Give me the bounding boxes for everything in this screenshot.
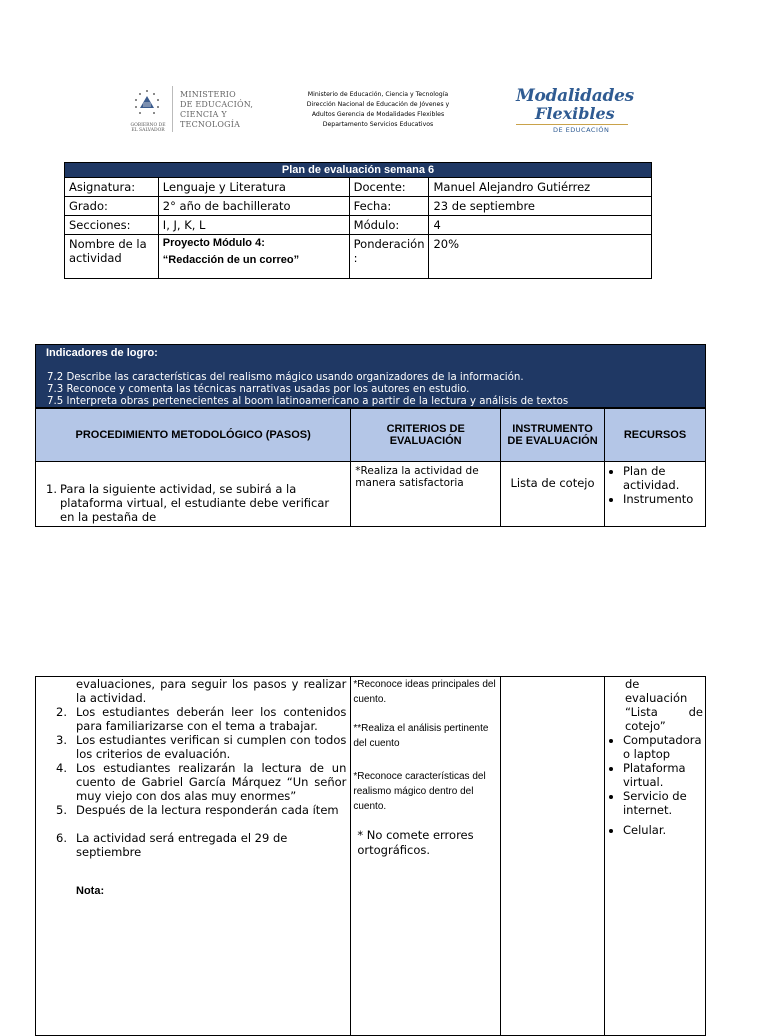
table-row: [65, 178, 652, 197]
indicator-item: 7.5 Interpreta obras pertenecientes al boom latinoamericano a partir de la lectura y análisis de textos: [47, 396, 569, 407]
col-header-criterios: CRITERIOS DE EVALUACIÓN: [351, 409, 501, 462]
seal-caption: GOBIERNO DE EL SALVADOR: [130, 123, 166, 133]
step-1: 1. Para la siguiente actividad, se subirá a la plataforma virtual, el estudiante debe verificar en la pestaña de: [36, 462, 351, 527]
value-actividad: Proyecto Módulo 4: “Redacción de un correo”: [158, 235, 349, 279]
plan-table: [64, 162, 652, 279]
instrumento-value: Lista de cotejo: [501, 462, 605, 527]
flexibles-logo: Flexibles: [535, 104, 615, 123]
value-asignatura: Lenguaje y Literatura: [158, 178, 349, 197]
procedure-table: [35, 408, 706, 527]
col-header-procedimiento: PROCEDIMIENTO METODOLÓGICO (PASOS): [36, 409, 351, 462]
logo-rule: [516, 124, 628, 125]
col-header-recursos: RECURSOS: [605, 409, 706, 462]
label-grado: Grado:: [65, 197, 159, 216]
label-fecha: Fecha:: [349, 197, 429, 216]
label-ponderacion: Ponderación :: [349, 235, 429, 279]
value-fecha: 23 de septiembre: [429, 197, 652, 216]
instrumento-empty: [501, 677, 605, 1036]
procedure-table-continued: [35, 676, 706, 1036]
label-actividad: Nombre de la actividad: [65, 235, 159, 279]
institution-heading: Ministerio de Educación, Ciencia y Tecnología Dirección Nacional de Educación de Jóvenes y Adultos Gerencia de Modalidades Flexibles Departamento Servicios Educativos: [306, 91, 450, 128]
brand-subtitle: DE EDUCACIÓN: [553, 126, 610, 134]
table-row: [65, 216, 652, 235]
indicator-item: 7.3 Reconoce y comenta las técnicas narrativas usadas por los autores en estudio.: [47, 384, 470, 395]
label-asignatura: Asignatura:: [65, 178, 159, 197]
value-secciones: I, J, K, L: [158, 216, 349, 235]
criterio-1: *Realiza la actividad de manera satisfactoria: [351, 462, 501, 527]
table-row: [36, 462, 706, 527]
label-docente: Docente:: [349, 178, 429, 197]
recursos-list: • Plan de actividad. • Instrumento: [605, 462, 706, 527]
logo-divider: [172, 86, 173, 132]
value-grado: 2° año de bachillerato: [158, 197, 349, 216]
el-salvador-seal-icon: [132, 88, 162, 122]
steps-list: evaluaciones, para seguir los pasos y realizar la actividad. 2. Los estudiantes deberán leer los contenidos para familiarizarse con el tema a trabajar. 3. Los estudiantes verifican si cumplen con todos los criterios de evaluación. 4. Los estudiantes realizarán la lectura de un cuento de Gabriel García Márquez “Un señor muy viejo con dos alas muy enormes” 5. Después de la lectura responderán cada ítem 6. La actividad será entregada el 29 de septiembre Nota:: [36, 677, 351, 1036]
plan-title: Plan de evaluación semana 6: [65, 163, 652, 178]
nota-label: Nota:: [76, 885, 105, 897]
indicator-item: 7.2 Describe las características del realismo mágico usando organizadores de la información.: [47, 372, 524, 383]
label-secciones: Secciones:: [65, 216, 159, 235]
value-docente: Manuel Alejandro Gutiérrez: [429, 178, 652, 197]
table-row: [36, 677, 706, 1036]
ministry-logo-text: MINISTERIO DE EDUCACIÓN, CIENCIA Y TECNOLOGÍA: [180, 90, 254, 129]
value-ponderacion: 20%: [429, 235, 652, 279]
col-header-instrumento: INSTRUMENTO DE EVALUACIÓN: [501, 409, 605, 462]
indicadores-title: Indicadores de logro:: [46, 347, 158, 359]
indicadores-panel: [35, 344, 706, 408]
table-row: [65, 197, 652, 216]
table-row: [65, 235, 652, 279]
criterios-list: *Reconoce ideas principales del cuento. **Realiza el análisis pertinente del cuento *Reconoce características del realismo mágico dentro del cuento. * No comete errores ortográficos.: [351, 677, 501, 1036]
label-modulo: Módulo:: [349, 216, 429, 235]
value-modulo: 4: [429, 216, 652, 235]
recursos-list-continued: de evaluación “Lista de cotejo” • Computadora o laptop • Plataforma virtual. • Servicio de internet. • Celular.: [604, 677, 705, 1036]
modalidades-logo: Modalidades: [516, 86, 634, 106]
